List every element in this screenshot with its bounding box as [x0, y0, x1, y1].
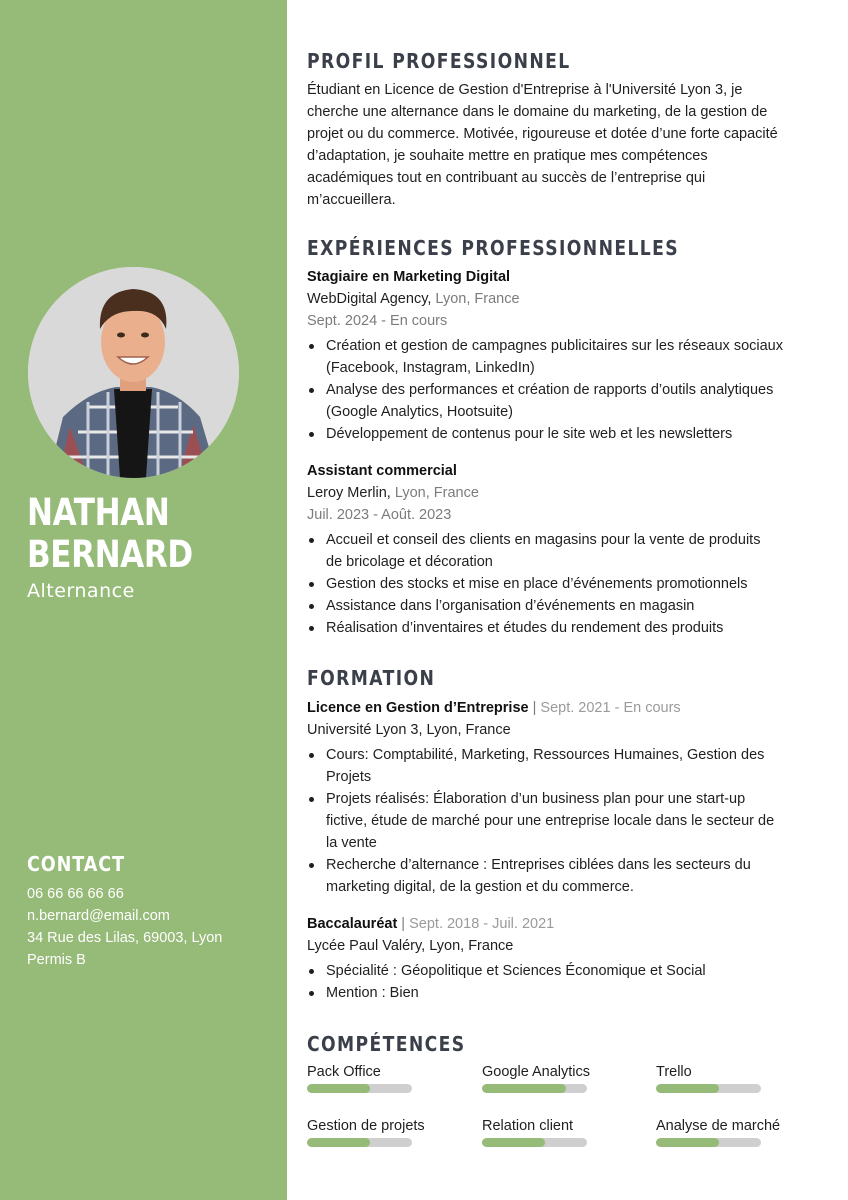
skill-item	[307, 1062, 467, 1093]
list-item: Mention : Bien	[307, 982, 822, 1004]
skills-heading: COMPÉTENCES	[307, 1032, 466, 1056]
degree-header	[307, 697, 822, 719]
skill-name: Relation client	[482, 1118, 574, 1134]
skill-item	[656, 1062, 816, 1093]
degree-school: Lycée Paul Valéry, Lyon, France	[307, 938, 514, 954]
skill-level	[656, 1138, 719, 1147]
contact-email: n.bernard@email.com	[27, 908, 170, 924]
name-line-1: NATHAN	[27, 491, 170, 534]
skill-name: Trello	[656, 1064, 692, 1080]
skill-bar	[656, 1084, 761, 1093]
skill-name: Analyse de marché	[656, 1118, 781, 1134]
contact-heading: CONTACT	[27, 852, 125, 876]
skill-bar	[482, 1084, 587, 1093]
profile-line: projet ou du commerce. Motivée, rigoureuse et dotée d’une forte capacité	[307, 126, 778, 142]
job-entry	[307, 460, 822, 639]
skill-item	[482, 1116, 642, 1147]
skill-level	[482, 1084, 566, 1093]
degree-separator: |	[397, 916, 410, 932]
job-location: Lyon, France	[390, 485, 479, 501]
list-item: Accueil et conseil des clients en magasins pour la vente de produits de bricolage et décoration	[307, 529, 822, 573]
profile-heading: PROFIL PROFESSIONNEL	[307, 49, 571, 73]
list-item: Assistance dans l’organisation d’événements en magasin	[307, 595, 822, 617]
skill-bar	[307, 1138, 412, 1147]
job-company: WebDigital Agency,	[307, 291, 432, 307]
list-item: Analyse des performances et création de rapports d’outils analytiques (Google Analytics, Hootsuite)	[307, 379, 822, 423]
degree-dates: Sept. 2021 - En cours	[540, 700, 681, 716]
profile-line: m’accueillera.	[307, 192, 396, 208]
profile-line: cherche une alternance dans le domaine du marketing, de la gestion de	[307, 104, 768, 120]
experience-heading: EXPÉRIENCES PROFESSIONNELLES	[307, 236, 680, 260]
job-company-line	[307, 482, 822, 504]
skill-bar	[656, 1138, 761, 1147]
skill-level	[482, 1138, 545, 1147]
contact-license: Permis B	[27, 952, 86, 968]
skill-item	[482, 1062, 642, 1093]
person-name	[27, 492, 237, 576]
profile-text	[307, 79, 822, 211]
skill-bar	[482, 1138, 587, 1147]
job-entry	[307, 266, 822, 445]
list-item: Création et gestion de campagnes publicitaires sur les réseaux sociaux (Facebook, Instagram, LinkedIn)	[307, 335, 822, 379]
degree-header	[307, 913, 822, 935]
degree-dates: Sept. 2018 - Juil. 2021	[409, 916, 555, 932]
list-item: Gestion des stocks et mise en place d’événements promotionnels	[307, 573, 822, 595]
education-heading: FORMATION	[307, 666, 436, 690]
profile-line: académiques tout en contribuant au succès de l’entreprise qui	[307, 170, 706, 186]
list-item: Projets réalisés: Élaboration d’un business plan pour une start-up fictive, étude de marché pour une entreprise locale dans le secteur de la vente	[307, 788, 822, 854]
job-bullets	[307, 335, 822, 445]
profile-line: d’adaptation, je souhaite mettre en pratique mes compétences	[307, 148, 708, 164]
list-item: Spécialité : Géopolitique et Sciences Économique et Social	[307, 960, 822, 982]
skill-level	[307, 1138, 370, 1147]
contact-address: 34 Rue des Lilas, 69003, Lyon	[27, 930, 223, 946]
job-dates: Sept. 2024 - En cours	[307, 313, 448, 329]
profile-line: Étudiant en Licence de Gestion d'Entreprise à l'Université Lyon 3, je	[307, 82, 743, 98]
job-company: Leroy Merlin,	[307, 485, 391, 501]
job-location: Lyon, France	[431, 291, 520, 307]
person-subtitle: Alternance	[27, 580, 135, 602]
skill-name: Gestion de projets	[307, 1118, 425, 1134]
job-role: Stagiaire en Marketing Digital	[307, 269, 511, 285]
job-role: Assistant commercial	[307, 463, 457, 479]
skill-item	[656, 1116, 816, 1147]
name-line-2: BERNARD	[27, 533, 193, 576]
contact-phone: 06 66 66 66 66	[27, 886, 124, 902]
degree-bullets	[307, 960, 822, 1004]
job-dates: Juil. 2023 - Août. 2023	[307, 507, 452, 523]
list-item: Recherche d’alternance : Entreprises ciblées dans les secteurs du marketing digital, de la gestion et du commerce.	[307, 854, 822, 898]
degree-separator: |	[528, 700, 541, 716]
list-item: Réalisation d’inventaires et études du rendement des produits	[307, 617, 822, 639]
degree-entry	[307, 697, 822, 898]
degree-name: Licence en Gestion d’Entreprise	[307, 700, 529, 716]
skill-level	[307, 1084, 370, 1093]
degree-entry	[307, 913, 822, 1004]
degree-bullets	[307, 744, 822, 898]
skill-bar	[307, 1084, 412, 1093]
skill-level	[656, 1084, 719, 1093]
skill-item	[307, 1116, 467, 1147]
list-item: Cours: Comptabilité, Marketing, Ressources Humaines, Gestion des Projets	[307, 744, 822, 788]
profile-photo	[28, 267, 239, 478]
job-company-line	[307, 288, 822, 310]
contact-list	[27, 883, 222, 971]
skill-name: Pack Office	[307, 1064, 381, 1080]
degree-name: Baccalauréat	[307, 916, 398, 932]
job-bullets	[307, 529, 822, 639]
list-item: Développement de contenus pour le site web et les newsletters	[307, 423, 822, 445]
degree-school: Université Lyon 3, Lyon, France	[307, 722, 511, 738]
skill-name: Google Analytics	[482, 1064, 591, 1080]
